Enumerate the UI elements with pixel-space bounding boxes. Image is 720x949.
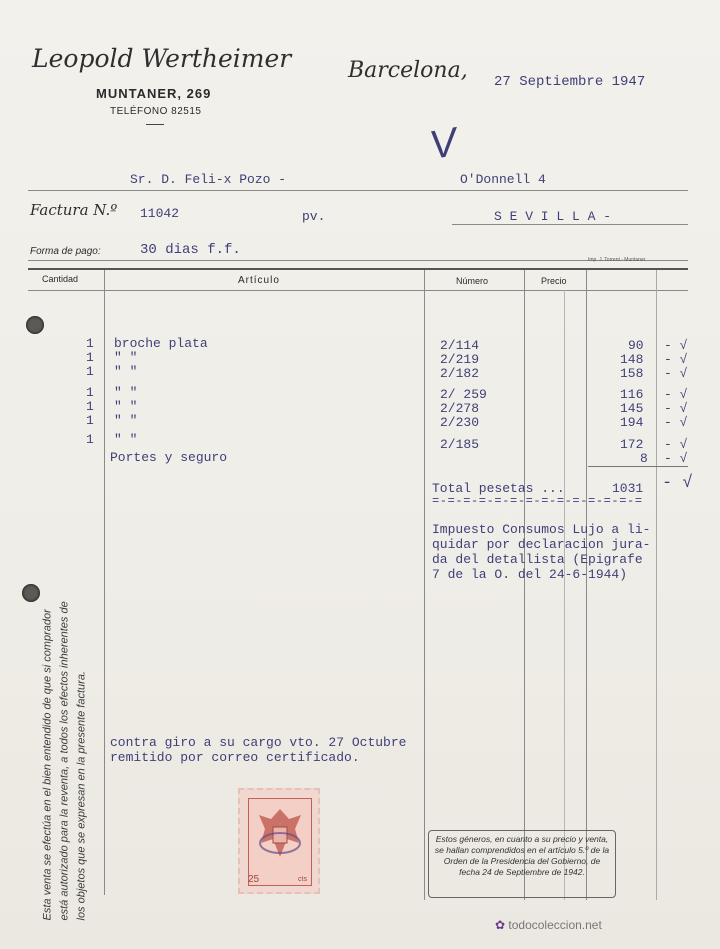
watermark-logo-icon: ✿ [495,918,506,932]
letterhead-rule [146,124,164,125]
row-amount: 194 [620,415,644,430]
row-check: - √ [664,415,688,430]
company-address: MUNTANER, 269 [96,86,212,101]
row-number: 2/182 [440,366,480,381]
stamp-unit: cts [298,876,307,883]
legal-notice-box: Estos géneros, en cuanto a su precio y venta, se hallan comprendidos en el artículo 5.º de la Orden de la Presidencia del Gobierno, de fecha 24 de Septiembre de 1942. [428,830,616,898]
payment-value: 30 dias f.f. [140,242,241,258]
row-article: " " [114,350,138,365]
row-amount: 158 [620,366,644,381]
row-article: " " [114,364,138,379]
company-phone: TELÉFONO 82515 [110,106,202,117]
customer-rule [28,190,688,191]
city-label: Barcelona, [348,58,468,83]
punch-hole-top [26,316,44,334]
tax-note-line-2: quidar por declaracion jura- [432,537,651,552]
row-number: 2/114 [440,338,480,353]
portes-label: Portes y seguro [110,450,228,465]
table-top-rule [28,268,688,270]
row-article: " " [114,385,138,400]
row-check: - √ [664,401,688,416]
column-rule-check [656,270,657,900]
row-check: - √ [664,338,688,353]
row-article: " " [114,399,138,414]
row-check: - √ [664,366,688,381]
payment-label: Forma de pago: [30,246,101,257]
side-legal-note: Esta venta se efectúa en el bien entendido de que si comprador está autorizado para la reventa, a todos los efectos inherentes de los objetos que se expresan en la presente factura. [41,601,88,921]
handwritten-initials: V [426,120,461,168]
eagle-icon [249,799,311,885]
row-check: - √ [664,387,688,402]
row-check: - √ [664,352,688,367]
invoice-ref: pv. [302,209,326,224]
total-label: Total pesetas ... [432,481,565,496]
tax-note-line-1: Impuesto Consumos Lujo a li- [432,522,651,537]
row-number: 2/230 [440,415,480,430]
row-number: 2/ 259 [440,387,487,402]
column-rule-precio [586,270,587,900]
total-amount: 1031 [612,481,644,496]
row-qty: 1 [86,336,94,351]
punch-hole-bottom [22,584,40,602]
stamp-eagle-emblem [248,798,312,886]
subtotal-rule [588,466,688,467]
tax-note-line-4: 7 de la O. del 24-6-1944) [432,567,628,582]
stamp-value: 25 [248,874,260,885]
column-header-numero: Número [456,276,489,286]
row-check: - √ [664,437,688,452]
invoice-label: Factura N.º [30,201,118,219]
table-header-rule [28,290,688,291]
column-rule-inner [564,290,565,900]
total-check: - √ [662,474,693,493]
invoice-date: 27 Septiembre 1947 [494,74,646,90]
row-number: 2/278 [440,401,480,416]
row-amount: 148 [620,352,644,367]
payment-note-line-2: remitido por correo certificado. [110,750,360,765]
row-number: 2/185 [440,437,480,452]
row-qty: 1 [86,350,94,365]
customer-street: O'Donnell 4 [460,172,546,187]
row-qty: 1 [86,432,94,447]
column-header-precio: Precio [541,276,567,286]
watermark-text: todocoleccion.net [508,918,602,932]
column-rule-numero [524,270,525,900]
company-name: Leopold Wertheimer [32,44,292,73]
watermark [495,918,602,932]
city-rule [452,224,688,225]
row-article: broche plata [114,336,208,351]
payment-note-line-1: contra giro a su cargo vto. 27 Octubre [110,735,407,750]
row-article: " " [114,432,138,447]
tax-note-line-3: da del detallista (Epigrafe [432,552,643,567]
row-amount: 145 [620,401,644,416]
printer-credit: Imp. J. Torrent - Muntaner [588,257,646,263]
row-article: " " [114,413,138,428]
revenue-stamp [238,788,320,894]
row-number: 2/219 [440,352,480,367]
column-header-cantidad: Cantidad [42,274,79,284]
row-qty: 1 [86,364,94,379]
total-double-rule: =-=-=-=-=-=-=-=-=-=-=-=-=-= [432,494,643,508]
customer-city: S E V I L L A - [494,209,612,224]
portes-amount: 8 [640,451,648,466]
row-qty: 1 [86,399,94,414]
row-qty: 1 [86,413,94,428]
row-amount: 90 [628,338,644,353]
column-rule-cantidad [104,270,105,895]
row-qty: 1 [86,385,94,400]
invoice-number: 11042 [140,206,180,221]
row-amount: 116 [620,387,644,402]
row-amount: 172 [620,437,644,452]
column-header-articulo: Artículo [238,275,280,286]
portes-check: - √ [664,451,688,466]
customer-name: Sr. D. Feli-x Pozo - [130,172,287,187]
column-rule-articulo [424,270,425,900]
